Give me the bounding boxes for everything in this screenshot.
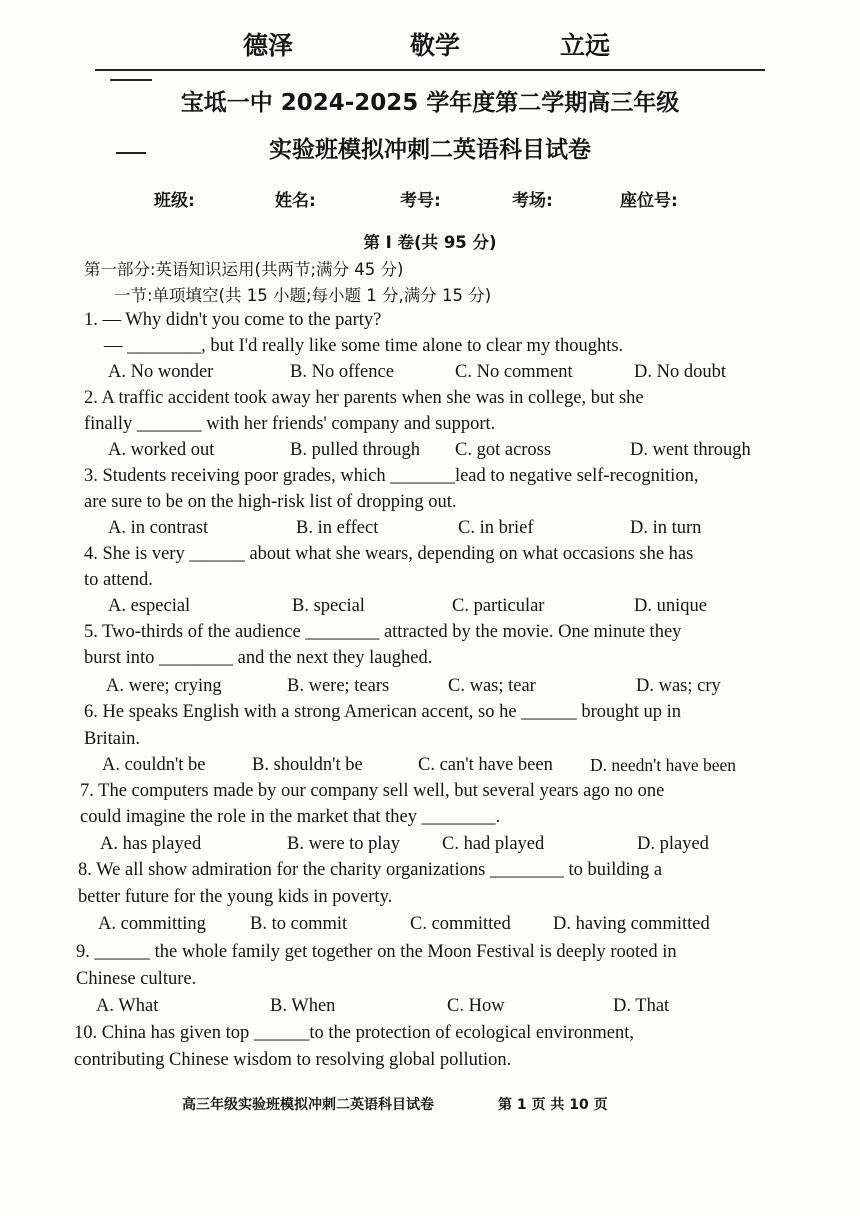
- question-2-option-d: D. went through: [630, 440, 751, 460]
- question-4-line-1: 4. She is very ______ about what she wears, depending on what occasions she has: [84, 544, 694, 564]
- question-1-line-2: — ________, but I'd really like some time alone to clear my thoughts.: [104, 336, 624, 356]
- question-6-option-d: D. needn't have been: [590, 755, 737, 775]
- header-rule: [95, 69, 765, 71]
- footer-exam-title: 高三年级实验班模拟冲刺二英语科目试卷: [182, 1097, 434, 1113]
- question-9-option-b: B. When: [270, 996, 336, 1016]
- question-5-option-b: B. were; tears: [287, 676, 390, 696]
- exam-number-field-label: 考号:: [400, 191, 441, 211]
- question-7-line-1: 7. The computers made by our company sell well, but several years ago no one: [80, 781, 665, 801]
- question-7-option-d: D. played: [637, 834, 709, 854]
- question-7-line-2: could imagine the role in the market that they ________.: [80, 807, 501, 827]
- motto-3: 立远: [560, 31, 611, 60]
- question-3-option-d: D. in turn: [630, 518, 702, 538]
- question-5-line-2: burst into ________ and the next they laughed.: [84, 648, 433, 668]
- question-9-line-2: Chinese culture.: [76, 969, 197, 989]
- question-2-option-a: A. worked out: [108, 440, 215, 460]
- question-10-line-2: contributing Chinese wisdom to resolving global pollution.: [74, 1050, 512, 1070]
- question-8-option-b: B. to commit: [250, 914, 348, 934]
- header-mark: [110, 79, 152, 81]
- question-1-option-c: C. No comment: [455, 362, 573, 382]
- question-8-line-2: better future for the young kids in poverty.: [78, 887, 393, 907]
- question-5-option-c: C. was; tear: [448, 676, 536, 696]
- question-2-line-1: 2. A traffic accident took away her parents when she was in college, but she: [84, 388, 644, 408]
- question-6-line-1: 6. He speaks English with a strong American accent, so he ______ brought up in: [84, 702, 682, 722]
- part1-heading: 第一部分:英语知识运用(共两节;满分 45 分): [84, 260, 404, 279]
- footer-page-number: 第 1 页 共 10 页: [498, 1097, 608, 1113]
- question-1-option-b: B. No offence: [290, 362, 394, 382]
- exam-title-line2: 实验班模拟冲刺二英语科目试卷: [269, 137, 591, 163]
- question-5-option-d: D. was; cry: [636, 676, 721, 696]
- question-4-line-2: to attend.: [84, 570, 153, 590]
- section1-heading: 一节:单项填空(共 15 小题;每小题 1 分,满分 15 分): [114, 286, 492, 305]
- question-8-line-1: 8. We all show admiration for the charity organizations ________ to building a: [78, 860, 663, 880]
- question-3-line-1: 3. Students receiving poor grades, which _______lead to negative self-recognition,: [84, 466, 699, 486]
- motto-2: 敬学: [410, 31, 461, 60]
- question-4-option-a: A. especial: [108, 596, 191, 616]
- question-6-option-c: C. can't have been: [418, 755, 553, 775]
- question-4-option-b: B. special: [292, 596, 365, 616]
- question-5-option-a: A. were; crying: [106, 676, 222, 696]
- question-8-option-a: A. committing: [98, 914, 206, 934]
- question-9-option-d: D. That: [613, 996, 670, 1016]
- question-1-option-d: D. No doubt: [634, 362, 726, 382]
- question-7-option-c: C. had played: [442, 834, 545, 854]
- volume-heading: 第 I 卷(共 95 分): [363, 233, 497, 252]
- class-field-label: 班级:: [154, 191, 195, 211]
- question-3-line-2: are sure to be on the high-risk list of dropping out.: [84, 492, 457, 512]
- question-7-option-a: A. has played: [100, 834, 202, 854]
- question-6-option-a: A. couldn't be: [102, 755, 206, 775]
- question-9-option-c: C. How: [447, 996, 505, 1016]
- question-9-option-a: A. What: [96, 996, 159, 1016]
- name-field-label: 姓名:: [275, 191, 316, 211]
- question-2-option-c: C. got across: [455, 440, 552, 460]
- question-4-option-d: D. unique: [634, 596, 707, 616]
- question-1-line-1: 1. — Why didn't you come to the party?: [84, 310, 382, 330]
- question-6-line-2: Britain.: [84, 729, 141, 749]
- question-2-option-b: B. pulled through: [290, 440, 421, 460]
- question-3-option-c: C. in brief: [458, 518, 534, 538]
- question-3-option-a: A. in contrast: [108, 518, 209, 538]
- motto-1: 德泽: [243, 31, 294, 60]
- question-8-option-d: D. having committed: [553, 914, 710, 934]
- question-8-option-c: C. committed: [410, 914, 511, 934]
- exam-title-line1: 宝坻一中 2024-2025 学年度第二学期高三年级: [180, 90, 680, 116]
- question-9-line-1: 9. ______ the whole family get together on the Moon Festival is deeply rooted in: [76, 942, 677, 962]
- exam-room-field-label: 考场:: [512, 191, 553, 211]
- question-10-line-1: 10. China has given top ______to the protection of ecological environment,: [74, 1023, 635, 1043]
- question-6-option-b: B. shouldn't be: [252, 755, 363, 775]
- question-3-option-b: B. in effect: [296, 518, 379, 538]
- question-4-option-c: C. particular: [452, 596, 545, 616]
- seat-number-field-label: 座位号:: [620, 191, 678, 211]
- question-1-option-a: A. No wonder: [108, 362, 214, 382]
- question-2-line-2: finally _______ with her friends' company and support.: [84, 414, 496, 434]
- question-5-line-1: 5. Two-thirds of the audience ________ attracted by the movie. One minute they: [84, 622, 682, 642]
- question-7-option-b: B. were to play: [287, 834, 401, 854]
